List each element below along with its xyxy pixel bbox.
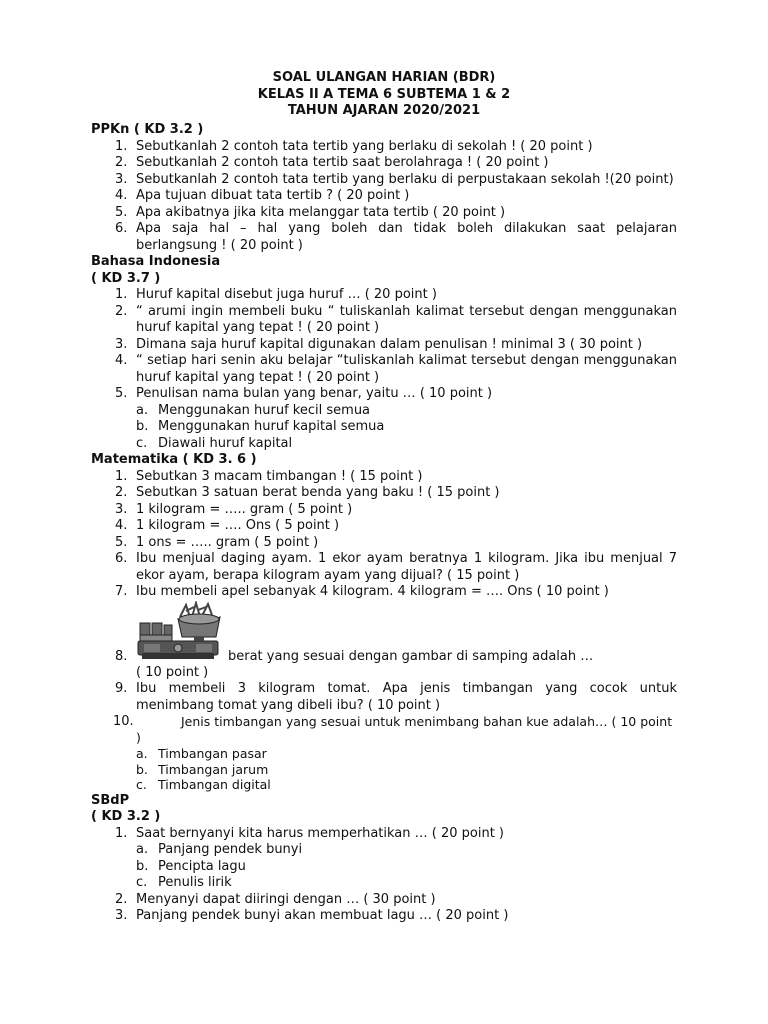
option-text: Panjang pendek bunyi	[158, 842, 303, 857]
question-number: 3.	[115, 336, 128, 352]
answer-option	[91, 842, 677, 859]
question-item	[91, 551, 677, 584]
question-item	[91, 353, 677, 386]
question-text: Sebutkan 3 satuan berat benda yang baku ! ( 15 point )	[136, 485, 500, 500]
question-item	[91, 205, 677, 222]
question-item-with-image	[91, 601, 677, 665]
question-text: Jenis timbangan yang sesuai untuk menimbang bahan kue adalah… ( 10 point )	[136, 714, 673, 745]
question-number: 7.	[115, 584, 128, 599]
section-title-bahasa-indonesia: Bahasa Indonesia	[91, 254, 221, 269]
question-item	[91, 172, 677, 189]
question-item	[91, 304, 677, 337]
question-text: “ arumi ingin membeli buku “ tuliskanlah kalimat tersebut dengan menggunakan huruf kapital yang tepat ! ( 20 point )	[136, 303, 677, 335]
question-item	[91, 221, 677, 254]
answer-option	[91, 777, 677, 793]
option-letter: c.	[136, 435, 148, 451]
answer-option	[91, 875, 677, 892]
question-item	[91, 826, 677, 843]
question-item	[91, 681, 677, 714]
option-text: Penulis lirik	[158, 875, 232, 890]
question-text: “ setiap hari senin aku belajar “tuliskanlah kalimat tersebut dengan menggunakan huruf kapital yang tepat ! ( 20 point )	[136, 353, 677, 385]
header-class: KELAS II A TEMA 6 SUBTEMA 1 & 2	[257, 86, 511, 102]
section-kd-sbdp: ( KD 3.2 )	[91, 809, 161, 824]
option-letter: a.	[136, 746, 148, 761]
option-letter: b.	[136, 761, 148, 777]
question-text: berat yang sesuai dengan gambar di samping adalah …	[228, 648, 594, 664]
question-number: 9.	[115, 681, 128, 696]
answer-option	[91, 859, 677, 876]
question-text: Apa tujuan dibuat tata tertib ? ( 20 point )	[136, 188, 410, 203]
answer-option	[91, 746, 677, 762]
document-header	[0, 70, 768, 120]
question-number: 3.	[115, 501, 128, 517]
question-item	[91, 892, 677, 909]
question-number: 1.	[115, 468, 128, 484]
section-title-sbdp: SBdP	[91, 792, 130, 808]
scale-illustration	[136, 601, 226, 661]
header-year: TAHUN AJARAN 2020/2021	[287, 103, 481, 118]
answer-option	[91, 403, 677, 420]
document-body	[91, 122, 677, 925]
question-text: Sebutkanlah 2 contoh tata tertib yang berlaku di perpustakaan sekolah !(20 point)	[136, 171, 674, 187]
question-text: Saat bernyanyi kita harus memperhatikan … ( 20 point )	[136, 825, 504, 841]
question-text: Ibu membeli 3 kilogram tomat. Apa jenis timbangan yang cocok untuk menimbang tomat yang dibeli ibu? ( 10 point )	[136, 681, 677, 713]
option-text: Pencipta lagu	[158, 858, 246, 874]
question-number: 5.	[115, 204, 128, 220]
question-number: 5.	[115, 386, 128, 401]
option-text: Menggunakan huruf kecil semua	[158, 402, 371, 418]
question-number: 5.	[115, 534, 128, 550]
question-number: 10.	[113, 714, 134, 729]
question-text: Dimana saja huruf kapital digunakan dalam penulisan ! minimal 3 ( 30 point )	[136, 336, 643, 352]
question-number: 2.	[115, 485, 128, 500]
question-text: Panjang pendek bunyi akan membuat lagu … ( 20 point )	[136, 908, 509, 923]
question-number: 1.	[115, 825, 128, 841]
question-text: 1 kilogram = ….. gram ( 5 point )	[136, 501, 353, 517]
question-number: 2.	[115, 303, 128, 319]
question-item	[91, 155, 677, 172]
section-title-matematika: Matematika ( KD 3. 6 )	[91, 452, 257, 467]
option-letter: b.	[136, 419, 149, 434]
question-item	[91, 908, 677, 925]
question-item	[91, 485, 677, 502]
answer-option	[91, 762, 677, 778]
option-letter: c.	[136, 777, 147, 792]
question-number: 3.	[115, 171, 128, 187]
question-text: Huruf kapital disebut juga huruf … ( 20 point )	[136, 287, 437, 302]
question-item	[91, 337, 677, 354]
question-item	[91, 584, 677, 601]
option-text: Timbangan digital	[158, 777, 271, 792]
option-text: Menggunakan huruf kapital semua	[158, 419, 385, 434]
question-item	[91, 139, 677, 156]
option-text: Timbangan jarum	[158, 761, 269, 777]
question-item	[91, 386, 677, 403]
question-continuation: ( 10 point )	[136, 664, 209, 680]
question-number: 8.	[115, 648, 128, 664]
question-item	[91, 287, 677, 304]
option-text: Diawali huruf kapital	[158, 435, 293, 451]
option-letter: c.	[136, 875, 148, 890]
question-text: Sebutkan 3 macam timbangan ! ( 15 point )	[136, 468, 423, 484]
question-item	[91, 518, 677, 535]
question-text: Sebutkanlah 2 contoh tata tertib yang berlaku di sekolah ! ( 20 point )	[136, 138, 593, 154]
question-item	[91, 469, 677, 486]
option-letter: a.	[136, 842, 149, 857]
question-number: 4.	[115, 188, 128, 203]
question-text: Ibu membeli apel sebanyak 4 kilogram. 4 kilogram = …. Ons ( 10 point )	[136, 584, 609, 599]
section-title-ppkn: PPKn ( KD 3.2 )	[91, 122, 204, 137]
header-title: SOAL ULANGAN HARIAN (BDR)	[272, 70, 496, 85]
question-number: 1.	[115, 138, 128, 154]
question-number: 4.	[115, 518, 128, 533]
option-letter: b.	[136, 858, 149, 874]
question-number: 2.	[115, 891, 128, 907]
answer-option	[91, 436, 677, 453]
question-item	[91, 502, 677, 519]
question-text: Sebutkanlah 2 contoh tata tertib saat berolahraga ! ( 20 point )	[136, 155, 549, 170]
option-text: Timbangan pasar	[158, 746, 267, 761]
question-text: Ibu menjual daging ayam. 1 ekor ayam beratnya 1 kilogram. Jika ibu menjual 7 ekor ayam, berapa kilogram ayam yang dijual? ( 15 point )	[136, 551, 677, 583]
section-kd-bahasa-indonesia: ( KD 3.7 )	[91, 270, 161, 286]
question-number: 3.	[115, 908, 128, 923]
question-number: 4.	[115, 353, 128, 368]
question-text: 1 ons = ….. gram ( 5 point )	[136, 534, 319, 550]
question-text: Menyanyi dapat diiringi dengan … ( 30 point )	[136, 891, 436, 907]
question-number: 1.	[115, 287, 128, 302]
option-letter: a.	[136, 402, 149, 418]
question-text: Penulisan nama bulan yang benar, yaitu … ( 10 point )	[136, 386, 493, 401]
question-text: 1 kilogram = …. Ons ( 5 point )	[136, 518, 340, 533]
question-item	[91, 188, 677, 205]
question-number: 6.	[115, 551, 128, 566]
question-text: Apa saja hal – hal yang boleh dan tidak boleh dilakukan saat pelajaran berlangsung ! ( 20 point )	[136, 221, 677, 253]
question-item	[91, 535, 677, 552]
question-number: 6.	[115, 221, 128, 236]
question-item	[91, 714, 677, 746]
question-text: Apa akibatnya jika kita melanggar tata tertib ( 20 point )	[136, 204, 506, 220]
answer-option	[91, 419, 677, 436]
question-number: 2.	[115, 155, 128, 170]
